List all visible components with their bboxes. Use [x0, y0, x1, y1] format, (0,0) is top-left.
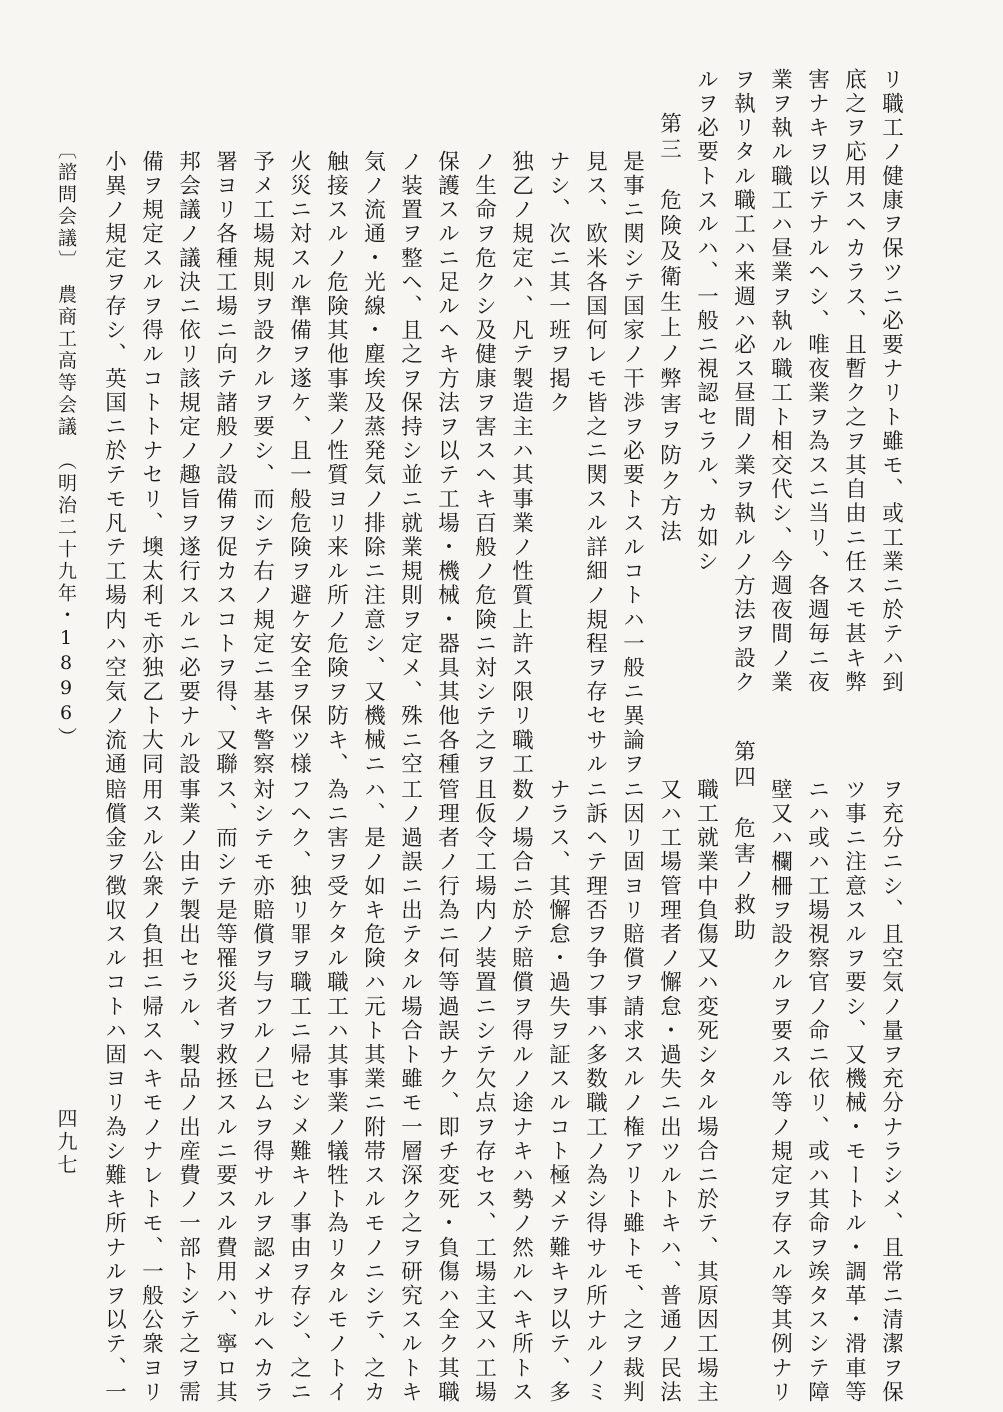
text-column: 為ニ害ヲ受ケタル職工ハ其事業ノ犠牲ト為リタルモノトイ [323, 778, 349, 1405]
text-column: フヘク、独リ罪ヲ職工ニ帰セシメ難キノ事由ヲ存シ、之ニ [286, 778, 312, 1405]
text-column: ス、而シテ是等罹災者ヲ救拯スルニ要スル費用ハ、寧ロ其 [212, 778, 238, 1405]
text-column: ルヲ必要トスルハ、一般ニ視認セラル、カ如シ [693, 68, 719, 575]
running-header: 〔諮問会議〕 農商工高等会議 （明治二十九年・1896） [55, 140, 77, 749]
text-column: 且仮令工場内ノ装置ニシテ欠点ヲ存セス、工場主又ハ工場 [471, 778, 497, 1405]
text-column: 又ハ工場管理者ノ懈怠・過失ニ出ツルトキハ、普通ノ民法 [656, 778, 682, 1405]
text-column: ナシ、次ニ其一班ヲ掲ク [545, 150, 571, 416]
text-column: 工ノ過誤ニ出テタル場合ト雖モ一層深ク之ヲ研究スルトキ [397, 778, 423, 1405]
text-column: 壁又ハ欄柵ヲ設クルヲ要スル等ノ規定ヲ存スル等其例ナリ [767, 778, 793, 1405]
section-heading-3: 第三 危険及衛生上ノ弊害ヲ防ク方法 [656, 112, 682, 546]
text-column: 小異ノ規定ヲ存シ、英国ニ於テモ凡テ工場内ハ空気ノ流通 [101, 150, 127, 777]
text-column: 気ノ流通・光線・塵埃及蒸発気ノ排除ニ注意シ、又機械ニ [360, 150, 386, 777]
text-column: 業ヲ執ル職工ハ昼業ヲ執ル職工ト相交代シ、今週夜間ノ業 [767, 68, 793, 695]
text-column: ヲ充分ニシ、且空気ノ量ヲ充分ナラシメ、且常ニ清潔ヲ保 [878, 778, 904, 1405]
text-column: 賠償金ヲ徴収スルコトハ固ヨリ為シ難キ所ナルヲ以テ、一 [101, 778, 127, 1405]
text-column: ニ訴ヘテ理否ヲ争フ事ハ多数職工ノ為シ得サル所ナルノミ [582, 778, 608, 1405]
text-column: 触接スルノ危険其他事業ノ性質ヨリ来ル所ノ危険ヲ防キ、 [323, 150, 349, 777]
text-column: 管理者ノ行為ニ何等過誤ナク、即チ変死・負傷ハ全ク其職 [434, 778, 460, 1405]
text-column: 邦会議ノ議決ニ依リ該規定ノ趣旨ヲ遂行スルニ必要ナル設 [175, 150, 201, 777]
text-column: 職工就業中負傷又ハ変死シタル場合ニ於テ、其原因工場主 [693, 778, 719, 1405]
text-column: リ職工ノ健康ヲ保ツニ必要ナリト雖モ、或工業ニ於テハ到 [878, 68, 904, 695]
text-column: ノ生命ヲ危クシ及健康ヲ害スヘキ百般ノ危険ニ対シテ之ヲ [471, 150, 497, 777]
text-column: 数ノ場合ニ於テ賠償ヲ得ルノ途ナキハ勢ノ然ルヘキ所トス [508, 778, 534, 1405]
text-column: 事業ノ由テ製出セラル、製品ノ出産費ノ一部トシテ之ヲ需 [175, 778, 201, 1405]
text-column: ナラス、其懈怠・過失ヲ証スルコト極メテ難キヲ以テ、多 [545, 778, 571, 1405]
text-column: 用スル公衆ノ負担ニ帰スヘキモノナレトモ、一般公衆ヨリ [138, 778, 164, 1405]
text-column: 独乙ノ規定ハ、凡テ製造主ハ其事業ノ性質上許ス限リ職工 [508, 150, 534, 777]
text-column: ニハ或ハ工場視察官ノ命ニ依リ、或ハ其命ヲ竢タスシテ障 [804, 778, 830, 1405]
text-column: 害ナキヲ以テナルヘシ、唯夜業ヲ為スニ当リ、各週毎ニ夜 [804, 68, 830, 695]
text-column: 予メ工場規則ヲ設クルヲ要シ、而シテ右ノ規定ニ基キ警察 [249, 150, 275, 777]
text-column: 是事ニ関シテ国家ノ干渉ヲ必要トスルコトハ一般ニ異論ヲ [619, 150, 645, 777]
text-column: 備ヲ規定スルヲ得ルコトトナセリ、墺太利モ亦独乙ト大同 [138, 150, 164, 777]
text-column: 火災ニ対スル準備ヲ遂ケ、且一般危険ヲ避ケ安全ヲ保ツ様 [286, 150, 312, 777]
text-column: 底之ヲ応用スヘカラス、且暫ク之ヲ其自由ニ任スモ甚キ弊 [841, 68, 867, 695]
text-column: ニ因リ固ヨリ賠償ヲ請求スルノ権アリト雖トモ、之ヲ裁判 [619, 778, 645, 1405]
text-column: 対シテモ亦賠償ヲ与フルノ已ムヲ得サルヲ認メサルヘカラ [249, 778, 275, 1405]
text-column: 見ス、欧米各国何レモ皆之ニ関スル詳細ノ規程ヲ存セサル [582, 150, 608, 777]
page-number: 四九七 [54, 1108, 78, 1177]
text-column: ノ装置ヲ整ヘ、且之ヲ保持シ並ニ就業規則ヲ定メ、殊ニ空 [397, 150, 423, 777]
text-column: ツ事ニ注意スルヲ要シ、又機械・モートル・調革・滑車等 [841, 778, 867, 1405]
text-column: 保護スルニ足ルヘキ方法ヲ以テ工場・機械・器具其他各種 [434, 150, 460, 777]
text-column: ヲ執リタル職工ハ来週ハ必ス昼間ノ業ヲ執ルノ方法ヲ設ク [730, 68, 756, 695]
section-heading-4: 第四 危害ノ救助 [730, 740, 756, 944]
text-column: ハ、是ノ如キ危険ハ元ト其業ニ附帯スルモノニシテ、之カ [360, 778, 386, 1405]
text-column: 署ヨリ各種工場ニ向テ諸般ノ設備ヲ促カスコトヲ得、又聯 [212, 150, 238, 777]
